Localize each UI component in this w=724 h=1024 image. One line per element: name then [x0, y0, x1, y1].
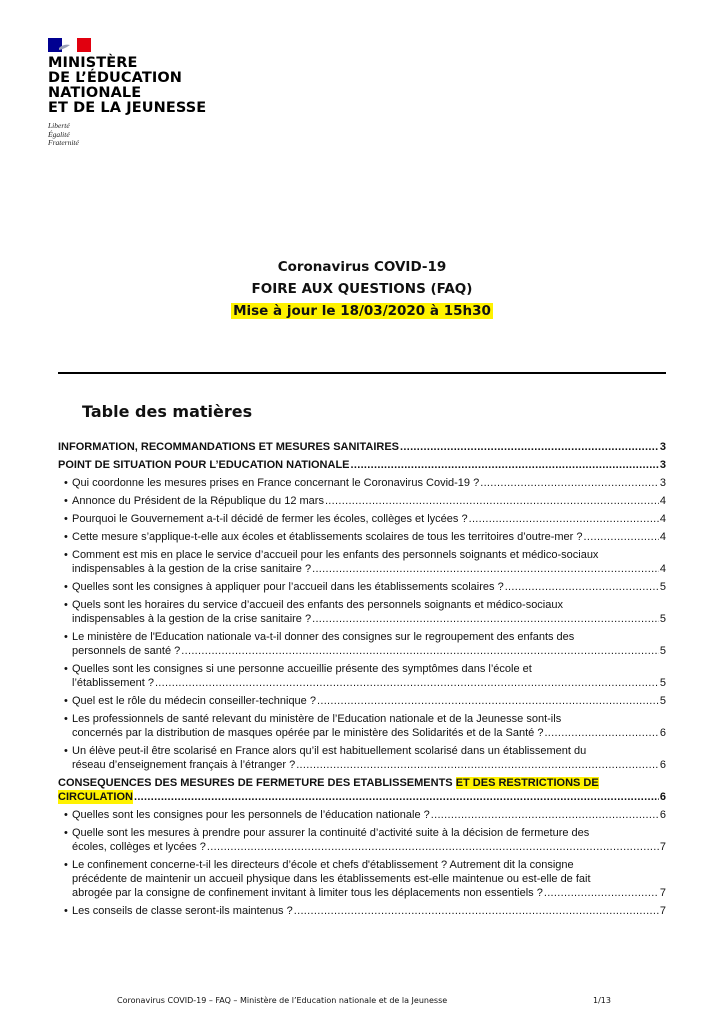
leader-dots — [505, 580, 659, 594]
bullet-icon: • — [64, 477, 68, 489]
toc-entry-text: indispensables à la gestion de la crise sanitaire ? — [72, 563, 312, 575]
leader-dots — [155, 676, 659, 690]
motto-line: Égalité — [48, 129, 70, 139]
toc-item[interactable] — [58, 808, 666, 822]
marianne-flag-icon — [48, 38, 91, 52]
bullet-icon: • — [64, 745, 68, 757]
toc-entry-text: Le ministère de l'Education nationale va-t-il donner des consignes sur le regroupement des enfants des — [72, 631, 575, 643]
toc-entry-text: Annonce du Président de la République du 12 mars — [72, 495, 324, 507]
toc-page-number: 7 — [659, 887, 666, 899]
table-of-contents — [58, 440, 666, 922]
footer-text: Coronavirus COVID-19 – FAQ – Ministère de l’Education nationale et de la Jeunesse — [117, 996, 448, 1005]
toc-entry-text: Le confinement concerne-t-il les directeurs d’école et chefs d'établissement ? Autrement dit la consigne — [72, 859, 574, 871]
leader-dots — [296, 758, 659, 772]
highlighted-text: ET DES RESTRICTIONS DE — [455, 777, 599, 789]
leader-dots — [294, 904, 659, 918]
leader-dots — [544, 886, 659, 900]
ministry-line: ET DE LA JEUNESSE — [48, 100, 207, 116]
toc-entry-text: personnels de santé ? — [72, 645, 181, 657]
toc-item[interactable] — [58, 580, 666, 594]
toc-item[interactable] — [58, 512, 666, 526]
toc-item[interactable] — [58, 744, 666, 772]
toc-page-number: 4 — [659, 531, 666, 543]
toc-page-number: 5 — [659, 677, 666, 689]
bullet-icon: • — [64, 581, 68, 593]
leader-dots — [351, 458, 659, 472]
toc-entry-text: Quelles sont les consignes à appliquer pour l’accueil dans les établissements scolaires ? — [72, 581, 504, 593]
bullet-icon: • — [64, 599, 68, 611]
toc-entry-text: Quel est le rôle du médecin conseiller-technique ? — [72, 695, 316, 707]
document-title — [0, 256, 724, 322]
bullet-icon: • — [64, 827, 68, 839]
page-number: 1/13 — [593, 996, 611, 1005]
republic-motto — [48, 122, 79, 148]
leader-dots — [431, 808, 659, 822]
bullet-icon: • — [64, 513, 68, 525]
divider — [58, 372, 666, 374]
toc-item[interactable] — [58, 712, 666, 740]
bullet-icon: • — [64, 809, 68, 821]
toc-entry-text: l’établissement ? — [72, 677, 154, 689]
toc-entry-text: indispensables à la gestion de la crise sanitaire ? — [72, 613, 312, 625]
ministry-line: DE L’ÉDUCATION — [48, 70, 183, 86]
toc-entry-text: Comment est mis en place le service d’accueil pour les enfants des personnels soignants et médico-sociaux — [72, 549, 599, 561]
toc-entry-text: Quels sont les horaires du service d’accueil des enfants des personnels soignants et médico-sociaux — [72, 599, 563, 611]
toc-entry-text: Quelles sont les consignes si une personne accueillie présente des symptômes dans l’école et — [72, 663, 532, 675]
leader-dots — [480, 476, 659, 490]
bullet-icon: • — [64, 531, 68, 543]
bullet-icon: • — [64, 713, 68, 725]
bullet-icon: • — [64, 631, 68, 643]
toc-entry-text: précédente de maintenir un accueil physique dans les établissements est-elle maintenue ou est-elle de fait — [72, 873, 591, 885]
bullet-icon: • — [64, 495, 68, 507]
ministry-name — [48, 56, 206, 116]
toc-item[interactable] — [58, 826, 666, 854]
toc-page-number: 5 — [659, 613, 666, 625]
toc-entry-text: Les conseils de classe seront-ils maintenus ? — [72, 905, 293, 917]
toc-section[interactable] — [58, 458, 666, 472]
toc-item[interactable] — [58, 494, 666, 508]
ministry-line: NATIONALE — [48, 85, 142, 101]
toc-entry-text: Les professionnels de santé relevant du ministère de l’Education nationale et de la Jeunesse sont-ils — [72, 713, 562, 725]
leader-dots — [312, 562, 659, 576]
toc-page-number: 6 — [659, 809, 666, 821]
motto-line: Fraternité — [48, 138, 79, 147]
toc-page-number: 6 — [659, 727, 666, 739]
toc-item[interactable] — [58, 598, 666, 626]
toc-item[interactable] — [58, 904, 666, 918]
toc-page-number: 7 — [659, 905, 666, 917]
leader-dots — [134, 790, 659, 804]
leader-dots — [469, 512, 659, 526]
toc-heading: Table des matières — [82, 402, 253, 421]
leader-dots — [207, 840, 659, 854]
leader-dots — [312, 612, 659, 626]
toc-page-number: 3 — [659, 477, 666, 489]
bullet-icon: • — [64, 663, 68, 675]
toc-page-number: 5 — [659, 581, 666, 593]
toc-page-number: 7 — [659, 841, 666, 853]
toc-entry-text: Quelle sont les mesures à prendre pour assurer la continuité d’activité suite à la décision de fermeture des — [72, 827, 590, 839]
toc-item[interactable] — [58, 694, 666, 708]
motto-line: Liberté — [48, 121, 70, 130]
toc-page-number: 6 — [659, 759, 666, 771]
title-line-2: FOIRE AUX QUESTIONS (FAQ) — [251, 281, 473, 297]
toc-page-number: 4 — [659, 563, 666, 575]
toc-page-number: 5 — [659, 645, 666, 657]
toc-entry-text: écoles, collèges et lycées ? — [72, 841, 206, 853]
toc-item[interactable] — [58, 858, 666, 900]
toc-page-number: 4 — [659, 495, 666, 507]
toc-item[interactable] — [58, 530, 666, 544]
toc-entry-text: Pourquoi le Gouvernement a-t-il décidé de fermer les écoles, collèges et lycées ? — [72, 513, 468, 525]
leader-dots — [317, 694, 659, 708]
toc-page-number: 5 — [659, 695, 666, 707]
toc-entry-text: Qui coordonne les mesures prises en France concernant le Coronavirus Covid-19 ? — [72, 477, 480, 489]
leader-dots — [325, 494, 659, 508]
leader-dots — [584, 530, 659, 544]
bullet-icon: • — [64, 549, 68, 561]
toc-page-number: 4 — [659, 513, 666, 525]
toc-entry-text: CIRCULATION — [58, 791, 133, 803]
bullet-icon: • — [64, 905, 68, 917]
toc-item[interactable] — [58, 476, 666, 490]
bullet-icon: • — [64, 859, 68, 871]
toc-entry-text: POINT DE SITUATION POUR L’EDUCATION NATIONALE — [58, 459, 350, 471]
toc-entry-text: Quelles sont les consignes pour les personnels de l’éducation nationale ? — [72, 809, 430, 821]
toc-page-number: 3 — [659, 459, 666, 471]
toc-item[interactable] — [58, 662, 666, 690]
leader-dots — [400, 440, 659, 454]
toc-entry-text: concernés par la distribution de masques opérée par le ministère des Solidarités et de la Santé ? — [72, 727, 544, 739]
toc-entry-text: CONSEQUENCES DES MESURES DE FERMETURE DES ETABLISSEMENTS — [58, 777, 456, 789]
toc-entry-text: Un élève peut-il être scolarisé en France alors qu’il est habituellement scolarisé dans un établissement du — [72, 745, 587, 757]
bullet-icon: • — [64, 695, 68, 707]
toc-entry-text: Cette mesure s’applique-t-elle aux écoles et établissements scolaires de tous les territoires d’outre-mer ? — [72, 531, 583, 543]
toc-entry-text: INFORMATION, RECOMMANDATIONS ET MESURES SANITAIRES — [58, 441, 399, 453]
toc-section[interactable] — [58, 440, 666, 454]
update-date: Mise à jour le 18/03/2020 à 15h30 — [233, 303, 491, 319]
title-line-1: Coronavirus COVID-19 — [277, 259, 447, 275]
toc-section[interactable] — [58, 776, 666, 804]
toc-item[interactable] — [58, 548, 666, 576]
ministry-line: MINISTÈRE — [48, 55, 138, 71]
leader-dots — [544, 726, 658, 740]
toc-entry-text: abrogée par la consigne de confinement invitant à limiter tous les déplacements non essentiels ? — [72, 887, 543, 899]
toc-page-number: 3 — [659, 441, 666, 453]
toc-item[interactable] — [58, 630, 666, 658]
toc-entry-text: réseau d’enseignement français à l’étranger ? — [72, 759, 296, 771]
toc-page-number: 6 — [659, 791, 666, 803]
leader-dots — [181, 644, 659, 658]
